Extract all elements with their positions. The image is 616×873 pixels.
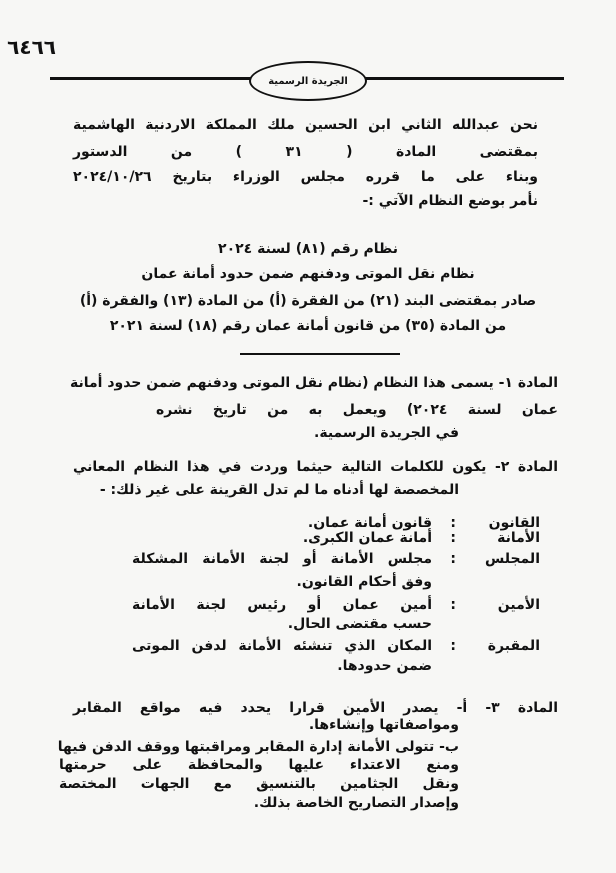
definition-text: أمانة عمان الكبرى. xyxy=(302,530,432,546)
definition-text: مجلس الأمانة أو لجنة الأمانة المشكلة xyxy=(132,551,432,567)
definition-text: قانون أمانة عمان. xyxy=(307,515,432,531)
article-3-line-1: المادة ٣- أ- يصدر الأمين قرارا يحدد فيه مواقع المقابر xyxy=(73,700,558,716)
definition-text-continued: ضمن حدودها. xyxy=(337,658,432,674)
regulation-basis-line-1: صادر بمقتضى البند (٢١) من الفقرة (أ) من المادة (١٣) والفقرة (أ) xyxy=(79,293,537,309)
article-2-line-1: المادة ٢- يكون للكلمات التالية حيثما وردت في هذا النظام المعاني xyxy=(73,459,558,475)
definition-text: المكان الذي تنشئه الأمانة لدفن الموتى xyxy=(132,638,432,654)
preamble-line-4: نأمر بوضع النظام الآتي :- xyxy=(362,193,538,209)
definition-term: المقبرة xyxy=(487,638,540,654)
preamble-line-1: نحن عبدالله الثاني ابن الحسين ملك المملكة الاردنية الهاشمية xyxy=(73,117,538,133)
preamble-line-3: وبناء على ما قرره مجلس الوزراء بتاريخ ٢٠٢٤/١٠/٢٦ xyxy=(73,169,538,185)
regulation-basis-line-2: من المادة (٣٥) من قانون أمانة عمان رقم (١٨) لسنة ٢٠٢١ xyxy=(109,318,507,334)
definition-colon: : xyxy=(450,530,456,546)
article-2-line-2: المخصصة لها أدناه ما لم تدل القرينة على غير ذلك: - xyxy=(99,482,459,498)
article-3-line-6: وإصدار التصاريح الخاصة بذلك. xyxy=(253,795,459,811)
definition-colon: : xyxy=(450,638,456,654)
article-1-line-1: المادة ١- يسمى هذا النظام (نظام نقل الموتى ودفنهم ضمن حدود أمانة xyxy=(69,375,558,391)
definition-text: أمين عمان أو رئيس لجنة الأمانة xyxy=(132,597,432,613)
article-1-line-3: في الجريدة الرسمية. xyxy=(314,425,459,441)
preamble-line-2: بمقتضى المادة ( ٣١ ) من الدستور xyxy=(73,144,538,160)
article-3-line-2: ومواصفاتها وإنشاءها. xyxy=(308,717,459,733)
definition-term: الأمين xyxy=(497,597,540,613)
definition-text-continued: حسب مقتضى الحال. xyxy=(287,616,432,632)
definition-text-continued: وفق أحكام القانون. xyxy=(296,574,432,590)
definition-colon: : xyxy=(450,597,456,613)
definition-colon: : xyxy=(450,515,456,531)
title-rule xyxy=(240,353,400,355)
regulation-number: نظام رقم (٨١) لسنة ٢٠٢٤ xyxy=(218,241,398,257)
article-1-line-2: عمان لسنة ٢٠٢٤) ويعمل به من تاريخ نشره xyxy=(156,402,558,418)
definition-term: الأمانة xyxy=(497,530,540,546)
page-number: ٦٤٦٦ xyxy=(7,35,56,59)
article-3-line-5: ونقل الجثامين بالتنسيق مع الجهات المختصة xyxy=(59,776,459,792)
definition-colon: : xyxy=(450,551,456,567)
article-3-line-4: ومنع الاعتداء عليها والمحافظة على حرمتها xyxy=(59,757,459,773)
gazette-masthead: الجريدة الرسمية xyxy=(249,61,367,101)
definition-term: القانون xyxy=(488,515,540,531)
definition-term: المجلس xyxy=(484,551,540,567)
article-3-line-3: ب- تتولى الأمانة إدارة المقابر ومراقبتها ووقف الدفن فيها xyxy=(57,739,459,755)
regulation-title: نظام نقل الموتى ودفنهم ضمن حدود أمانة عمان xyxy=(141,266,475,282)
